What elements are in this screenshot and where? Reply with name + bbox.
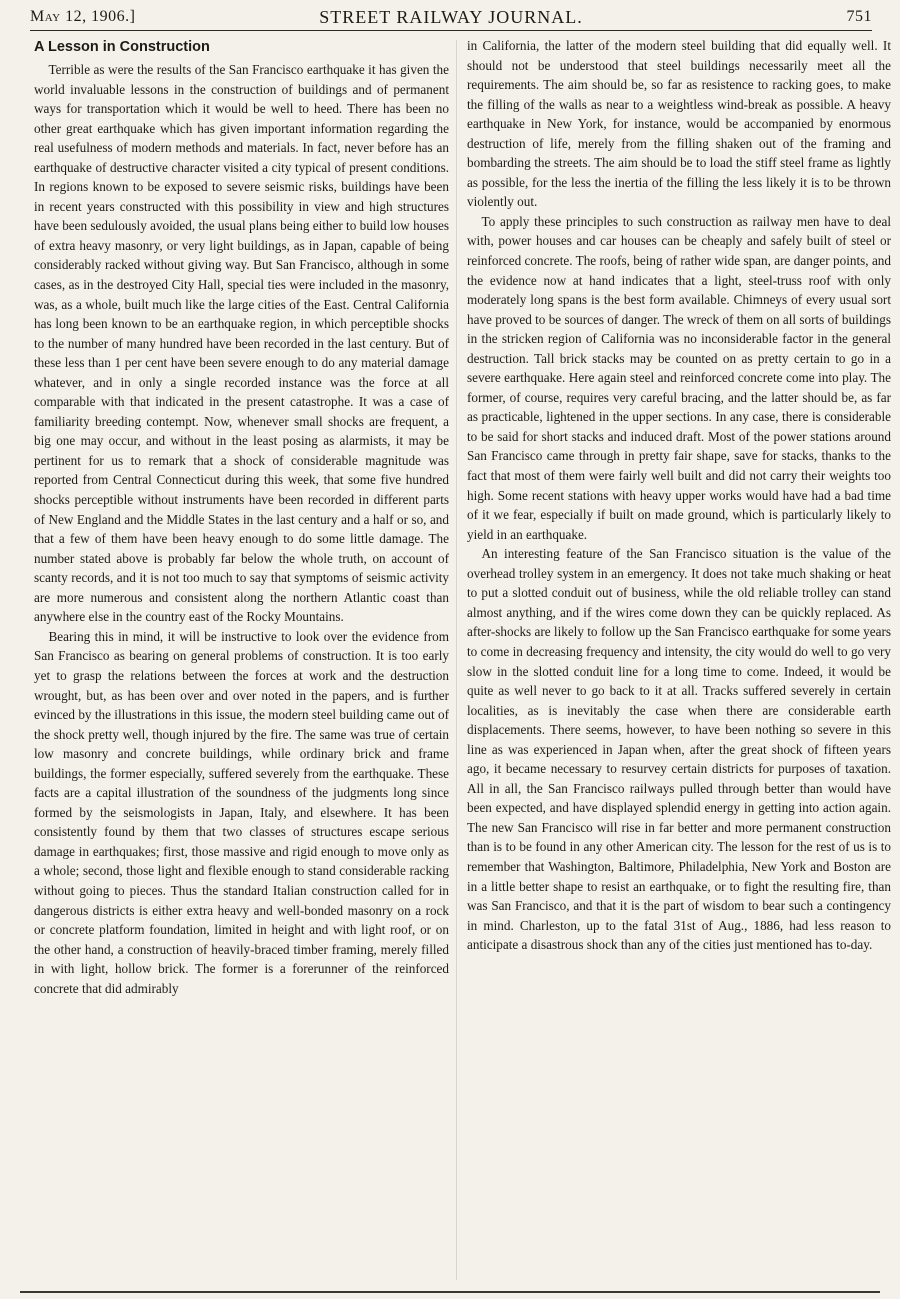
paragraph-3: To apply these principles to such construction as railway men have to deal with, power houses and car houses can be cheaply and safely built of steel or reinforced concrete. The roofs, being of rather wide span, are danger points, and the evidence now at hand indicates that a light, steel-truss roof with only moderately long spans is the best form available. Chimneys of every usual sort have proved to be sources of danger. The wreck of them on all sorts of buildings in the stricken region of California was no inconsiderable factor in the general destruction. Tall brick stacks may be counted on as pretty certain to go in a severe earthquake. Here again steel and reinforced concrete come into play. The former, of course, requires very careful bracing, and the latter should be, as far as practicable, lightened in the upper sections. In any case, there is considerable to be said for short stacks and induced draft. Most of the power stations around San Francisco came through in pretty fair shape, save for stacks, thanks to the fact that most of them were fairly well built and did not carry their weights too high. Some recent stations with heavy upper works would have had a bad time of it we fear, especially if built on made ground, which is particularly likely to yield in an earthquake. [467, 213, 891, 542]
issue-date: May 12, 1906.] [30, 8, 136, 25]
paragraph-2-continued: in California, the latter of the modern steel building that did equally well. It should not be understood that steel buildings necessarily meet all the requirements. The aim should be, so far as resistence to racking goes, to make the filling of the walls as near to a weightless wind-break as possible. A heavy earthquake in New York, for instance, would be accompanied by enormous destruction of life, merely from the filling shaken out of the framing and bombarding the streets. The aim should be to load the stiff steel frame as lightly as possible, for the less the inertia of the filling the less likely it is to be thrown violently out. [467, 38, 891, 210]
left-column [34, 36, 449, 1286]
journal-title: STREET RAILWAY JOURNAL. [319, 7, 583, 27]
paragraph-1: Terrible as were the results of the San Francisco earthquake it has given the world invaluable lessons in the construction of buildings and of permanent ways for transportation which it would be well to heed. There has been no other great earthquake which has given important information regarding the real usefulness of modern methods and materials. In fact, never before has an earthquake of destructive character visited a city typical of present conditions. In regions known to be exposed to severe seismic risks, buildings have been in recent years constructed with this possibility in view and high structures have been sedulously avoided, the usual plans being either to build low houses of extra heavy masonry, or very light buildings, as in Japan, capable of being considerably racked without giving way. But San Francisco, although in some cases, as in the destroyed City Hall, special ties were included in the masonry, was, as a whole, built much like the large cities of the East. Central California has long been known to be an earthquake region, in which perceptible shocks to the number of many hundred have been recorded in the last century. But of these less than 1 per cent have been severe enough to do any material damage whatever, and in only a single recorded instance was the force at all comparable with that indicated in the present catastrophe. It was a case of familiarity breeding contempt. Now, whenever small shocks are frequent, a big one may occur, and without in the least posing as alarmists, it may be pertinent for us to remark that a shock of considerable magnitude was reported from Central Connecticut during this week, that some five hundred shocks perceptible without instruments have been recorded in different parts of New England and the Middle States in the last century and a half or so, and that a few of them have been heavy enough to do some little damage. The number stated above is probably far below the whole truth, on account of scanty records, and it is not too much to say that symptoms of seismic activity are more numerous and consistent along the northern Atlantic coast than anywhere else in the country east of the Rocky Mountains. [34, 62, 449, 625]
right-column [467, 36, 891, 1286]
running-head [30, 4, 872, 31]
paragraph-2: Bearing this in mind, it will be instructive to look over the evidence from San Francisco as bearing on general problems of construction. It is too early yet to grasp the relations between the forces at work and the destruction wrought, but, as has been over and over noted in the papers, and is further evinced by the illustrations in this issue, the modern steel building came out of the shock pretty well, though injured by the fire. The same was true of certain low masonry and concrete buildings, while ordinary brick and frame buildings, the former especially, suffered severely from the earthquake. These facts are a capital illustration of the soundness of the judgments long since formed by the seismologists in Japan, Italy, and elsewhere. It has been consistently found by them that two classes of structures escape serious damage in earthquakes; first, those massive and rigid enough to move only as a whole; second, those light and flexible enough to stand considerable racking without going to pieces. Thus the standard Italian construction called for in dangerous districts is either extra heavy and well-bonded masonry on a rock or concrete platform foundation, limited in height and with light roof, or on the other hand, a construction of heavily-braced timber framing, merely filled in with light, hollow brick. The former is a forerunner of the reinforced concrete that did admirably [34, 628, 449, 996]
page-number: 751 [846, 8, 872, 25]
column-gutter [456, 40, 457, 1280]
article-title: A Lesson in Construction [34, 39, 210, 55]
bottom-rule [20, 1291, 880, 1293]
paragraph-4: An interesting feature of the San Francisco situation is the value of the overhead trolley system in an emergency. It does not take much shaking or heat to put a slotted conduit out of business, while the old reliable trolley can stand almost anything, and if the wires come down they can be quickly replaced. As after-shocks are likely to follow up the San Francisco earthquake for some years to come in decreasing frequency and intensity, the city would do well to go very slow in the slotted conduit line for a long time to come. Indeed, it would be quite as well never to go back to it at all. Tracks suffered severely in certain localities, as is inevitably the case when there are considerable earth displacements. There seems, however, to have been nothing so severe in this line as was experienced in Japan when, after the great shock of fifteen years ago, it became necessary to resurvey certain districts for purposes of taxation. All in all, the San Francisco railways pulled through better than would have been expected, and have displayed splendid energy in getting into action again. The new San Francisco will rise in far better and more permanent construction than is to be found in any other American city. The lesson for the rest of us is to remember that Washington, Baltimore, Philadelphia, New York and Boston are in a little better shape to resist an earthquake, or to fight the resulting fire, than was San Francisco, and that it is the part of wisdom to bear such a contingency in mind. Charleston, up to the fatal 31st of Aug., 1886, had less reason to anticipate a disastrous shock than any of the cities just mentioned has to-day. [467, 546, 891, 953]
